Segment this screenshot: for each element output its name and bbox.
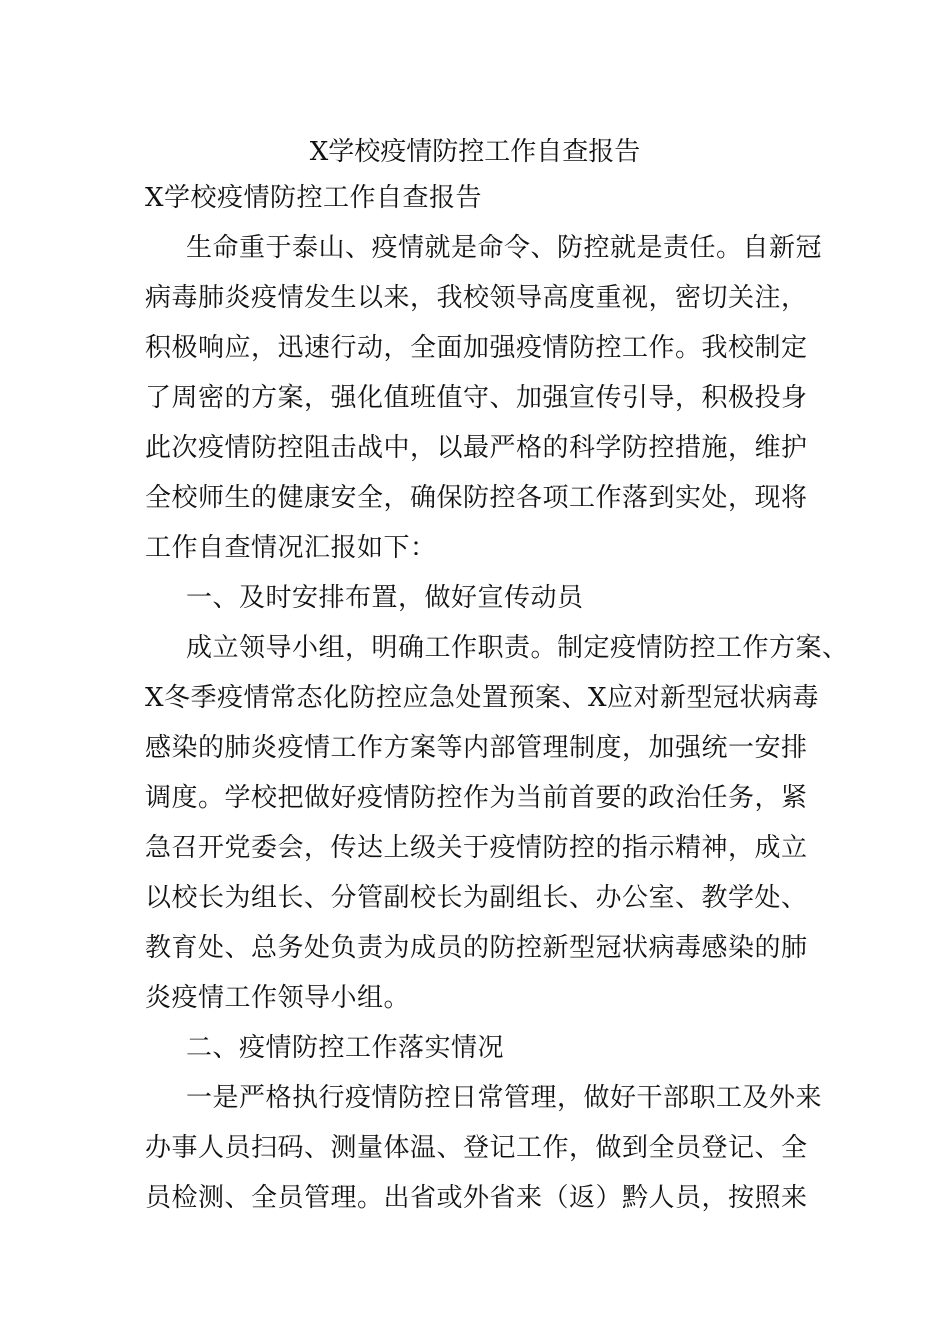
paragraph-line: 病毒肺炎疫情发生以来，我校领导高度重视，密切关注， (145, 283, 808, 313)
paragraph-line: 全校师生的健康安全，确保防控各项工作落到实处，现将 (145, 483, 808, 513)
paragraph-line: 工作自查情况汇报如下： (145, 533, 437, 563)
document-title: X学校疫情防控工作自查报告 (309, 137, 641, 167)
paragraph-line: 此次疫情防控阻击战中，以最严格的科学防控措施，维护 (145, 433, 808, 463)
paragraph-line: 以校长为组长、分管副校长为副组长、办公室、教学处、 (145, 883, 808, 913)
section-heading: 二、疫情防控工作落实情况 (186, 1033, 505, 1063)
paragraph-line: 炎疫情工作领导小组。 (145, 983, 411, 1013)
paragraph-line: 了周密的方案，强化值班值守、加强宣传引导，积极投身 (145, 383, 808, 413)
paragraph-line: 感染的肺炎疫情工作方案等内部管理制度，加强统一安排 (145, 733, 808, 763)
paragraph-line: 办事人员扫码、测量体温、登记工作，做到全员登记、全 (145, 1133, 808, 1163)
paragraph-line: 员检测、全员管理。出省或外省来（返）黔人员，按照来 (145, 1183, 808, 1213)
document-subtitle: X学校疫情防控工作自查报告 (145, 183, 483, 213)
paragraph-line: 急召开党委会，传达上级关于疫情防控的指示精神，成立 (145, 833, 808, 863)
section-heading: 一、及时安排布置，做好宣传动员 (186, 583, 584, 613)
paragraph-line: 调度。学校把做好疫情防控作为当前首要的政治任务，紧 (145, 783, 808, 813)
paragraph-line: 积极响应，迅速行动，全面加强疫情防控工作。我校制定 (145, 333, 808, 363)
paragraph-line: 成立领导小组，明确工作职责。制定疫情防控工作方案、 (186, 633, 849, 663)
paragraph-line: 教育处、总务处负责为成员的防控新型冠状病毒感染的肺 (145, 933, 808, 963)
paragraph-line: 一是严格执行疫情防控日常管理，做好干部职工及外来 (186, 1083, 823, 1113)
paragraph-line: X冬季疫情常态化防控应急处置预案、X应对新型冠状病毒 (145, 683, 820, 713)
paragraph-line: 生命重于泰山、疫情就是命令、防控就是责任。自新冠 (186, 233, 823, 263)
